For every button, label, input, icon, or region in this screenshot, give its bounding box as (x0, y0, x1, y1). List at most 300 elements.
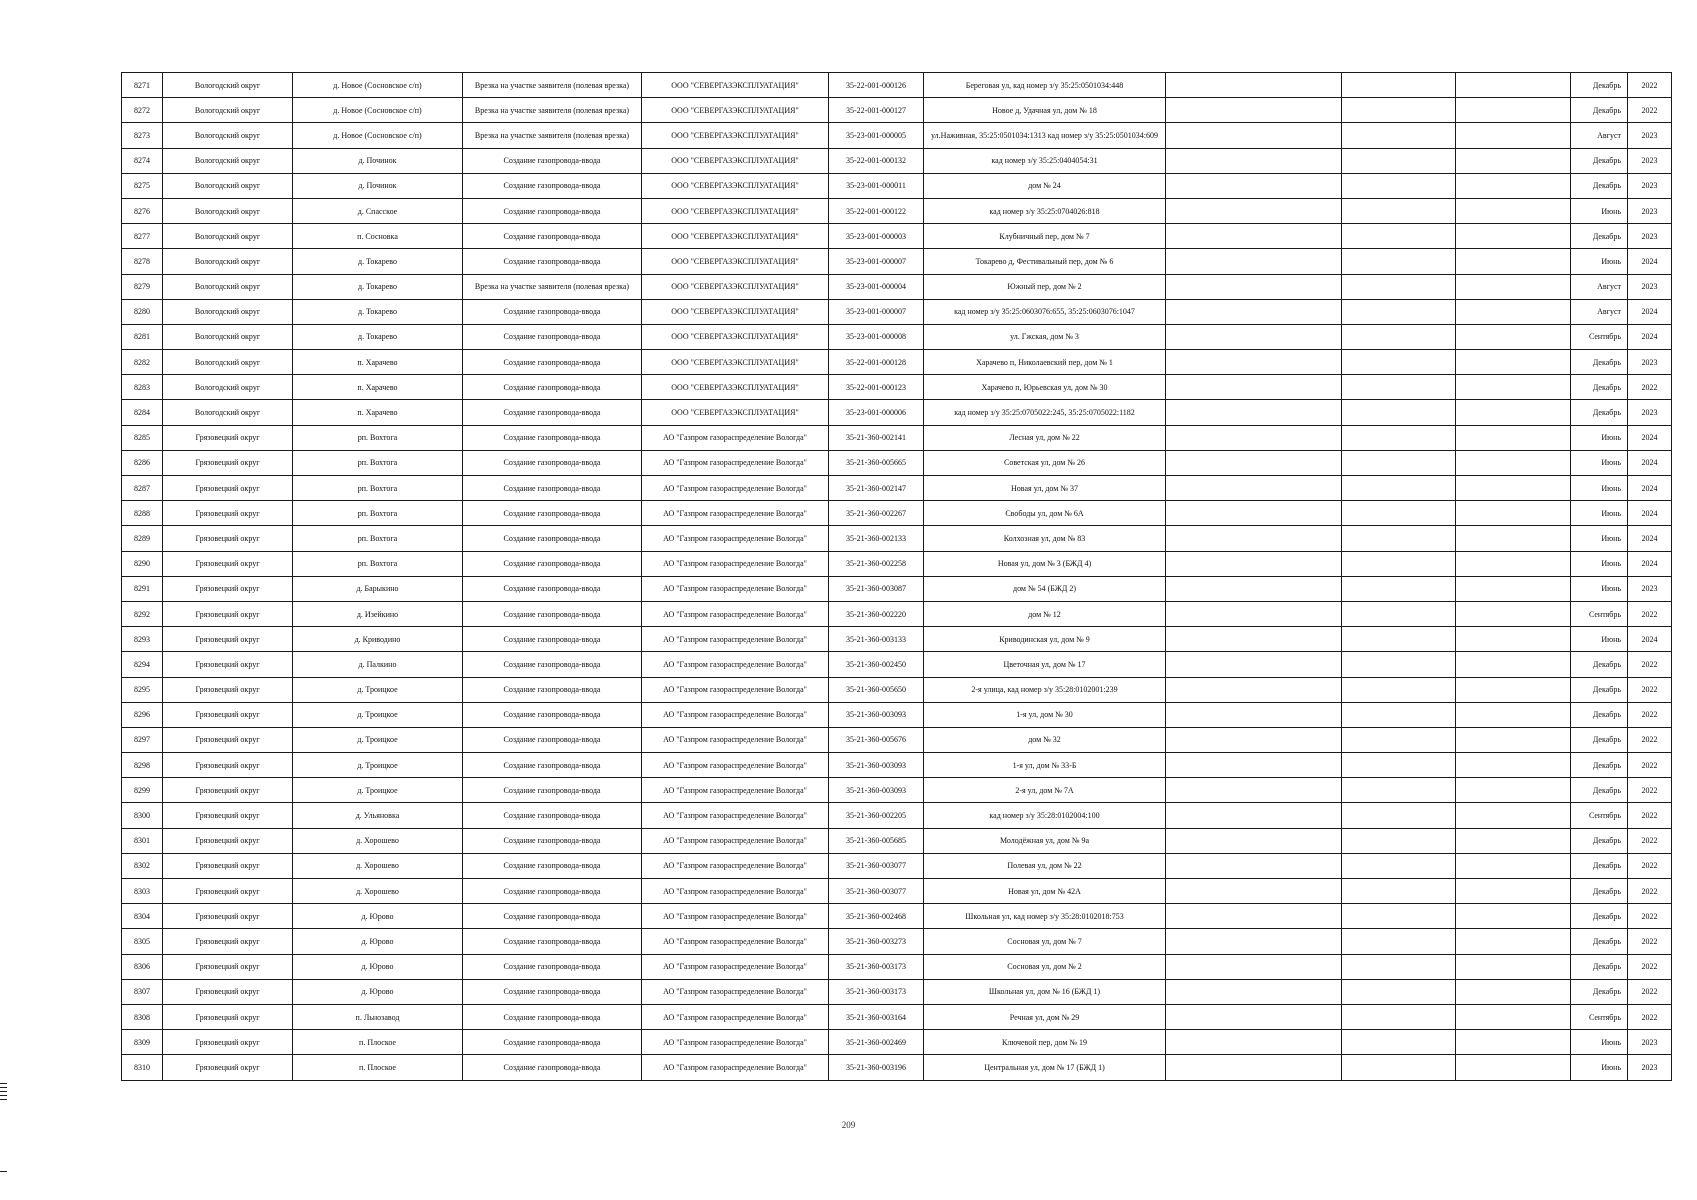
page-number: 209 (841, 1120, 856, 1130)
district-cell: Вологодский округ (163, 148, 293, 173)
organization-cell: АО "Газпром газораспределение Вологда" (642, 601, 829, 626)
empty-cell (1456, 702, 1571, 727)
year-cell: 2024 (1628, 299, 1672, 324)
work-type-cell: Врезка на участке заявителя (полевая врезка) (463, 274, 642, 299)
address-cell: Сосновая ул, дом № 2 (924, 954, 1166, 979)
district-cell: Грязовецкий округ (163, 551, 293, 576)
application-code-cell: 35-21-360-003273 (829, 929, 924, 954)
application-code-cell: 35-21-360-002450 (829, 652, 924, 677)
empty-cell (1342, 350, 1456, 375)
empty-cell (1166, 1030, 1342, 1055)
year-cell: 2022 (1628, 98, 1672, 123)
locality-cell: д. Изейкино (293, 601, 463, 626)
table-row (122, 727, 1672, 752)
empty-cell (1166, 677, 1342, 702)
table-row (122, 904, 1672, 929)
row-number-cell: 8274 (122, 148, 163, 173)
month-cell: Декабрь (1571, 828, 1628, 853)
locality-cell: рп. Вохтога (293, 450, 463, 475)
month-cell: Август (1571, 299, 1628, 324)
application-code-cell: 35-21-360-003173 (829, 979, 924, 1004)
row-number-cell: 8287 (122, 476, 163, 501)
month-cell: Декабрь (1571, 224, 1628, 249)
table-row (122, 1030, 1672, 1055)
work-type-cell: Создание газопровода-ввода (463, 324, 642, 349)
work-type-cell: Создание газопровода-ввода (463, 753, 642, 778)
address-cell: Школьная ул, дом № 16 (БЖД 1) (924, 979, 1166, 1004)
year-cell: 2022 (1628, 954, 1672, 979)
locality-cell: рп. Вохтога (293, 551, 463, 576)
empty-cell (1456, 350, 1571, 375)
month-cell: Август (1571, 123, 1628, 148)
address-cell: 2-я ул, дом № 7А (924, 778, 1166, 803)
locality-cell: д. Барыкино (293, 576, 463, 601)
month-cell: Декабрь (1571, 853, 1628, 878)
locality-cell: д. Троицкое (293, 727, 463, 752)
row-number-cell: 8302 (122, 853, 163, 878)
application-code-cell: 35-21-360-002267 (829, 501, 924, 526)
address-cell: кад номер з/у 35:25:0705022:245, 35:25:0705022:1182 (924, 400, 1166, 425)
locality-cell: д. Юрово (293, 929, 463, 954)
month-cell: Декабрь (1571, 652, 1628, 677)
locality-cell: рп. Вохтога (293, 476, 463, 501)
work-type-cell: Создание газопровода-ввода (463, 778, 642, 803)
work-type-cell: Создание газопровода-ввода (463, 425, 642, 450)
edge-mark (0, 1171, 7, 1172)
empty-cell (1456, 853, 1571, 878)
month-cell: Сентябрь (1571, 803, 1628, 828)
empty-cell (1166, 249, 1342, 274)
empty-cell (1166, 904, 1342, 929)
district-cell: Вологодский округ (163, 324, 293, 349)
table-row (122, 450, 1672, 475)
empty-cell (1456, 526, 1571, 551)
month-cell: Июнь (1571, 501, 1628, 526)
locality-cell: д. Хорошево (293, 879, 463, 904)
empty-cell (1456, 98, 1571, 123)
empty-cell (1456, 879, 1571, 904)
empty-cell (1456, 1030, 1571, 1055)
row-number-cell: 8305 (122, 929, 163, 954)
district-cell: Грязовецкий округ (163, 677, 293, 702)
table-row (122, 1004, 1672, 1029)
row-number-cell: 8288 (122, 501, 163, 526)
district-cell: Грязовецкий округ (163, 702, 293, 727)
work-type-cell: Создание газопровода-ввода (463, 601, 642, 626)
locality-cell: д. Починок (293, 173, 463, 198)
district-cell: Вологодский округ (163, 350, 293, 375)
row-number-cell: 8283 (122, 375, 163, 400)
empty-cell (1166, 828, 1342, 853)
empty-cell (1166, 1004, 1342, 1029)
empty-cell (1166, 753, 1342, 778)
row-number-cell: 8299 (122, 778, 163, 803)
month-cell: Декабрь (1571, 904, 1628, 929)
locality-cell: д. Токарево (293, 274, 463, 299)
empty-cell (1456, 501, 1571, 526)
row-number-cell: 8289 (122, 526, 163, 551)
locality-cell: д. Хорошево (293, 853, 463, 878)
row-number-cell: 8297 (122, 727, 163, 752)
locality-cell: д. Токарево (293, 249, 463, 274)
work-type-cell: Создание газопровода-ввода (463, 652, 642, 677)
organization-cell: АО "Газпром газораспределение Вологда" (642, 979, 829, 1004)
row-number-cell: 8296 (122, 702, 163, 727)
application-code-cell: 35-23-001-000004 (829, 274, 924, 299)
district-cell: Грязовецкий округ (163, 425, 293, 450)
table-row (122, 476, 1672, 501)
empty-cell (1342, 148, 1456, 173)
address-cell: Колхозная ул, дом № 83 (924, 526, 1166, 551)
application-code-cell: 35-21-360-003093 (829, 778, 924, 803)
empty-cell (1342, 702, 1456, 727)
organization-cell: ООО "СЕВЕРГАЗЭКСПЛУАТАЦИЯ" (642, 375, 829, 400)
district-cell: Грязовецкий округ (163, 904, 293, 929)
table-row (122, 627, 1672, 652)
month-cell: Декабрь (1571, 173, 1628, 198)
district-cell: Грязовецкий округ (163, 476, 293, 501)
application-code-cell: 35-22-001-000127 (829, 98, 924, 123)
district-cell: Грязовецкий округ (163, 526, 293, 551)
table-row (122, 778, 1672, 803)
address-cell: Береговая ул, кад номер з/у 35:25:0501034:448 (924, 73, 1166, 98)
empty-cell (1342, 853, 1456, 878)
locality-cell: п. Харачево (293, 400, 463, 425)
year-cell: 2023 (1628, 400, 1672, 425)
address-cell: Свободы ул, дом № 6А (924, 501, 1166, 526)
year-cell: 2024 (1628, 450, 1672, 475)
organization-cell: АО "Газпром газораспределение Вологда" (642, 627, 829, 652)
empty-cell (1166, 450, 1342, 475)
district-cell: Вологодский округ (163, 274, 293, 299)
empty-cell (1456, 627, 1571, 652)
address-cell: Новая ул, дом № 42А (924, 879, 1166, 904)
row-number-cell: 8306 (122, 954, 163, 979)
empty-cell (1342, 123, 1456, 148)
empty-cell (1166, 979, 1342, 1004)
year-cell: 2022 (1628, 601, 1672, 626)
empty-cell (1342, 627, 1456, 652)
month-cell: Декабрь (1571, 929, 1628, 954)
work-type-cell: Врезка на участке заявителя (полевая врезка) (463, 123, 642, 148)
year-cell: 2022 (1628, 979, 1672, 1004)
empty-cell (1342, 198, 1456, 223)
empty-cell (1166, 954, 1342, 979)
locality-cell: д. Юрово (293, 979, 463, 1004)
empty-cell (1456, 1004, 1571, 1029)
empty-cell (1456, 803, 1571, 828)
locality-cell: п. Плоское (293, 1055, 463, 1080)
empty-cell (1166, 879, 1342, 904)
address-cell: Ключевой пер, дом № 19 (924, 1030, 1166, 1055)
empty-cell (1342, 1030, 1456, 1055)
table-row (122, 501, 1672, 526)
work-type-cell: Создание газопровода-ввода (463, 501, 642, 526)
year-cell: 2022 (1628, 677, 1672, 702)
row-number-cell: 8294 (122, 652, 163, 677)
district-cell: Грязовецкий округ (163, 828, 293, 853)
application-code-cell: 35-23-001-000007 (829, 249, 924, 274)
locality-cell: д. Спасское (293, 198, 463, 223)
work-type-cell: Создание газопровода-ввода (463, 400, 642, 425)
organization-cell: АО "Газпром газораспределение Вологда" (642, 425, 829, 450)
empty-cell (1456, 778, 1571, 803)
month-cell: Июнь (1571, 1055, 1628, 1080)
address-cell: Молодёжная ул, дом № 9а (924, 828, 1166, 853)
district-cell: Грязовецкий округ (163, 601, 293, 626)
organization-cell: АО "Газпром газораспределение Вологда" (642, 576, 829, 601)
empty-cell (1342, 929, 1456, 954)
application-code-cell: 35-21-360-003093 (829, 702, 924, 727)
table-row (122, 350, 1672, 375)
month-cell: Декабрь (1571, 400, 1628, 425)
empty-cell (1342, 98, 1456, 123)
organization-cell: АО "Газпром газораспределение Вологда" (642, 904, 829, 929)
organization-cell: АО "Газпром газораспределение Вологда" (642, 803, 829, 828)
table-row (122, 375, 1672, 400)
empty-cell (1342, 375, 1456, 400)
work-type-cell: Создание газопровода-ввода (463, 249, 642, 274)
application-code-cell: 35-21-360-003173 (829, 954, 924, 979)
year-cell: 2023 (1628, 224, 1672, 249)
empty-cell (1342, 501, 1456, 526)
district-cell: Грязовецкий округ (163, 1055, 293, 1080)
work-type-cell: Создание газопровода-ввода (463, 1004, 642, 1029)
row-number-cell: 8295 (122, 677, 163, 702)
year-cell: 2022 (1628, 753, 1672, 778)
month-cell: Июнь (1571, 551, 1628, 576)
row-number-cell: 8303 (122, 879, 163, 904)
address-cell: Школьная ул, кад номер з/у 35:28:0102018:753 (924, 904, 1166, 929)
locality-cell: рп. Вохтога (293, 501, 463, 526)
empty-cell (1456, 450, 1571, 475)
application-code-cell: 35-21-360-002141 (829, 425, 924, 450)
locality-cell: п. Плоское (293, 1030, 463, 1055)
district-cell: Грязовецкий округ (163, 803, 293, 828)
month-cell: Сентябрь (1571, 324, 1628, 349)
empty-cell (1166, 148, 1342, 173)
locality-cell: д. Палкино (293, 652, 463, 677)
locality-cell: д. Юрово (293, 954, 463, 979)
empty-cell (1456, 677, 1571, 702)
year-cell: 2024 (1628, 627, 1672, 652)
year-cell: 2024 (1628, 425, 1672, 450)
table-row (122, 879, 1672, 904)
locality-cell: д. Починок (293, 148, 463, 173)
locality-cell: д. Троицкое (293, 778, 463, 803)
empty-cell (1456, 551, 1571, 576)
gasification-schedule-table (121, 72, 1672, 1081)
application-code-cell: 35-21-360-002133 (829, 526, 924, 551)
table-row (122, 425, 1672, 450)
application-code-cell: 35-22-001-000122 (829, 198, 924, 223)
district-cell: Грязовецкий округ (163, 652, 293, 677)
district-cell: Вологодский округ (163, 98, 293, 123)
empty-cell (1342, 753, 1456, 778)
empty-cell (1166, 778, 1342, 803)
district-cell: Грязовецкий округ (163, 627, 293, 652)
empty-cell (1166, 601, 1342, 626)
month-cell: Июнь (1571, 1030, 1628, 1055)
empty-cell (1342, 778, 1456, 803)
empty-cell (1456, 929, 1571, 954)
empty-cell (1342, 425, 1456, 450)
locality-cell: п. Харачево (293, 350, 463, 375)
address-cell: Лесная ул, дом № 22 (924, 425, 1166, 450)
row-number-cell: 8278 (122, 249, 163, 274)
district-cell: Вологодский округ (163, 400, 293, 425)
work-type-cell: Создание газопровода-ввода (463, 375, 642, 400)
locality-cell: д. Троицкое (293, 677, 463, 702)
year-cell: 2023 (1628, 123, 1672, 148)
table-row (122, 853, 1672, 878)
edge-mark (0, 1099, 7, 1100)
empty-cell (1342, 551, 1456, 576)
locality-cell: д. Хорошево (293, 828, 463, 853)
empty-cell (1166, 702, 1342, 727)
district-cell: Вологодский округ (163, 299, 293, 324)
row-number-cell: 8292 (122, 601, 163, 626)
application-code-cell: 35-21-360-003164 (829, 1004, 924, 1029)
row-number-cell: 8275 (122, 173, 163, 198)
year-cell: 2024 (1628, 324, 1672, 349)
application-code-cell: 35-21-360-003077 (829, 879, 924, 904)
empty-cell (1456, 425, 1571, 450)
table-row (122, 324, 1672, 349)
month-cell: Август (1571, 274, 1628, 299)
empty-cell (1166, 1055, 1342, 1080)
month-cell: Июнь (1571, 627, 1628, 652)
organization-cell: ООО "СЕВЕРГАЗЭКСПЛУАТАЦИЯ" (642, 324, 829, 349)
application-code-cell: 35-23-001-000008 (829, 324, 924, 349)
row-number-cell: 8271 (122, 73, 163, 98)
address-cell: Харачево п, Юрьевская ул, дом № 30 (924, 375, 1166, 400)
locality-cell: д. Криводино (293, 627, 463, 652)
district-cell: Вологодский округ (163, 249, 293, 274)
work-type-cell: Создание газопровода-ввода (463, 476, 642, 501)
district-cell: Вологодский округ (163, 73, 293, 98)
table-row (122, 702, 1672, 727)
application-code-cell: 35-23-001-000007 (829, 299, 924, 324)
year-cell: 2023 (1628, 148, 1672, 173)
empty-cell (1342, 224, 1456, 249)
empty-cell (1342, 652, 1456, 677)
district-cell: Грязовецкий округ (163, 501, 293, 526)
table-row (122, 224, 1672, 249)
table-row (122, 249, 1672, 274)
empty-cell (1166, 425, 1342, 450)
empty-cell (1456, 249, 1571, 274)
edge-mark (0, 1083, 7, 1084)
organization-cell: АО "Газпром газораспределение Вологда" (642, 677, 829, 702)
empty-cell (1342, 299, 1456, 324)
table-row (122, 601, 1672, 626)
application-code-cell: 35-23-001-000003 (829, 224, 924, 249)
organization-cell: АО "Газпром газораспределение Вологда" (642, 778, 829, 803)
application-code-cell: 35-21-360-003133 (829, 627, 924, 652)
address-cell: Сосновая ул, дом № 7 (924, 929, 1166, 954)
table-row (122, 753, 1672, 778)
edge-mark (0, 1091, 7, 1092)
year-cell: 2022 (1628, 375, 1672, 400)
application-code-cell: 35-21-360-002258 (829, 551, 924, 576)
empty-cell (1166, 350, 1342, 375)
empty-cell (1166, 652, 1342, 677)
table-row (122, 299, 1672, 324)
table-body (122, 73, 1672, 1081)
edge-mark (0, 1087, 7, 1088)
year-cell: 2022 (1628, 702, 1672, 727)
empty-cell (1342, 1004, 1456, 1029)
month-cell: Декабрь (1571, 753, 1628, 778)
district-cell: Вологодский округ (163, 198, 293, 223)
organization-cell: АО "Газпром газораспределение Вологда" (642, 879, 829, 904)
year-cell: 2022 (1628, 853, 1672, 878)
year-cell: 2022 (1628, 828, 1672, 853)
organization-cell: ООО "СЕВЕРГАЗЭКСПЛУАТАЦИЯ" (642, 123, 829, 148)
year-cell: 2022 (1628, 904, 1672, 929)
empty-cell (1166, 198, 1342, 223)
empty-cell (1456, 1055, 1571, 1080)
empty-cell (1456, 73, 1571, 98)
empty-cell (1166, 576, 1342, 601)
row-number-cell: 8277 (122, 224, 163, 249)
month-cell: Декабрь (1571, 375, 1628, 400)
work-type-cell: Врезка на участке заявителя (полевая врезка) (463, 98, 642, 123)
district-cell: Грязовецкий округ (163, 879, 293, 904)
district-cell: Грязовецкий округ (163, 778, 293, 803)
table-row (122, 828, 1672, 853)
row-number-cell: 8304 (122, 904, 163, 929)
row-number-cell: 8286 (122, 450, 163, 475)
empty-cell (1166, 929, 1342, 954)
table-row (122, 954, 1672, 979)
application-code-cell: 35-21-360-003087 (829, 576, 924, 601)
empty-cell (1456, 148, 1571, 173)
table-row (122, 198, 1672, 223)
address-cell: 1-я ул, дом № 33-Б (924, 753, 1166, 778)
locality-cell: д. Токарево (293, 299, 463, 324)
row-number-cell: 8310 (122, 1055, 163, 1080)
year-cell: 2022 (1628, 879, 1672, 904)
table-row (122, 98, 1672, 123)
work-type-cell: Создание газопровода-ввода (463, 879, 642, 904)
month-cell: Декабрь (1571, 702, 1628, 727)
empty-cell (1342, 879, 1456, 904)
locality-cell: д. Новое (Сосновское с/п) (293, 73, 463, 98)
work-type-cell: Создание газопровода-ввода (463, 954, 642, 979)
address-cell: дом № 24 (924, 173, 1166, 198)
address-cell: Харачево п, Николаевский пер, дом № 1 (924, 350, 1166, 375)
row-number-cell: 8293 (122, 627, 163, 652)
empty-cell (1342, 954, 1456, 979)
organization-cell: АО "Газпром газораспределение Вологда" (642, 929, 829, 954)
empty-cell (1456, 652, 1571, 677)
district-cell: Грязовецкий округ (163, 929, 293, 954)
application-code-cell: 35-21-360-003196 (829, 1055, 924, 1080)
table-row (122, 652, 1672, 677)
locality-cell: д. Новое (Сосновское с/п) (293, 98, 463, 123)
row-number-cell: 8309 (122, 1030, 163, 1055)
organization-cell: ООО "СЕВЕРГАЗЭКСПЛУАТАЦИЯ" (642, 148, 829, 173)
empty-cell (1456, 601, 1571, 626)
year-cell: 2023 (1628, 1055, 1672, 1080)
empty-cell (1342, 324, 1456, 349)
month-cell: Декабрь (1571, 778, 1628, 803)
district-cell: Грязовецкий округ (163, 753, 293, 778)
organization-cell: ООО "СЕВЕРГАЗЭКСПЛУАТАЦИЯ" (642, 274, 829, 299)
row-number-cell: 8285 (122, 425, 163, 450)
